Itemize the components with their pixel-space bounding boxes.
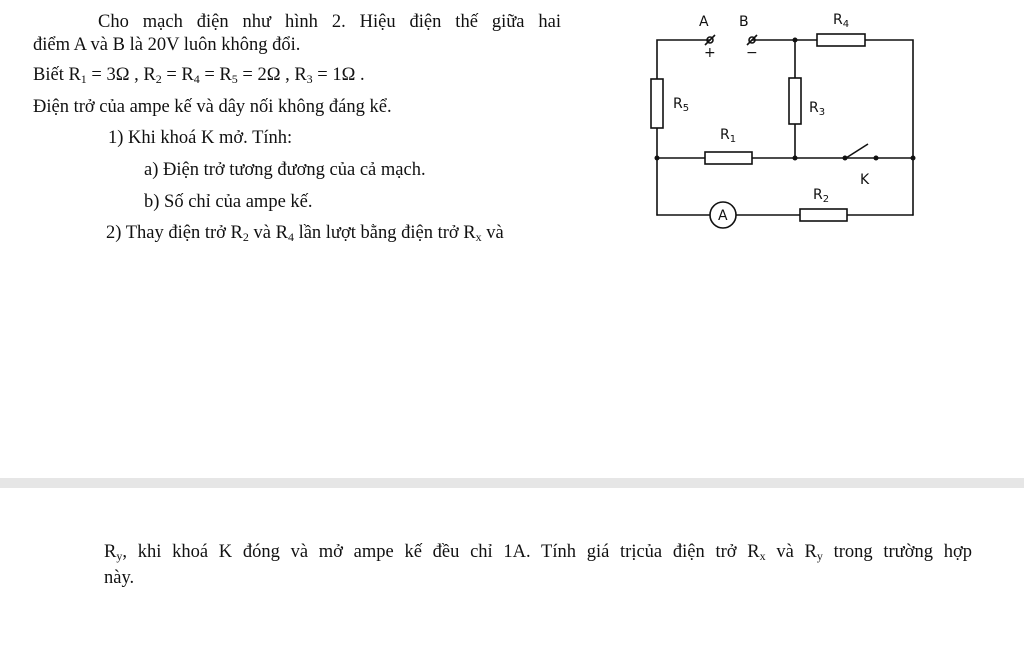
switch-k-label: K bbox=[860, 172, 870, 188]
switch-k-blade bbox=[846, 144, 868, 158]
part-1-heading: 1) Khi khoá K mở. Tính: bbox=[108, 128, 293, 148]
wire-left-top bbox=[657, 40, 710, 79]
r3-label: $R_3$ bbox=[809, 100, 826, 118]
part-1b: b) Số chỉ của ampe kế. bbox=[144, 192, 313, 212]
r1-label: $R_1$ bbox=[720, 127, 737, 145]
intro-line-1: Cho mạch điện như hình 2. Hiệu điện thế giữa hai bbox=[98, 12, 561, 32]
document-page-bottom bbox=[0, 488, 1024, 648]
part-1a: a) Điện trở tương đương của cả mạch. bbox=[144, 160, 426, 180]
ammeter-note: Điện trở của ampe kế và dây nối không đáng kể. bbox=[33, 97, 392, 117]
resistor-r2 bbox=[800, 209, 847, 221]
continued-line-1: $R_y$, khi khoá K đóng và mở ampe kế đều chỉ 1A. Tính giá trịcủa điện trở $R_x$ và $R_y$ trong trường hợp bbox=[104, 542, 972, 563]
resistor-r4 bbox=[817, 34, 865, 46]
terminal-b-label: B bbox=[739, 14, 749, 30]
terminal-a-label: A bbox=[699, 14, 709, 30]
terminal-a-plus: + bbox=[704, 45, 716, 61]
r4-label: $R_4$ bbox=[833, 12, 850, 30]
r5-label: $R_5$ bbox=[673, 96, 690, 114]
given-values: Biết $R_1 = 3\Omega$ , $R_2 = R_4 = R_5 = 2\Omega$ , $R_3 = 1\Omega$ . bbox=[33, 65, 365, 86]
r2-label: $R_2$ bbox=[813, 187, 830, 205]
resistor-r3 bbox=[789, 78, 801, 124]
part-2-line-1: 2) Thay điện trở $R_2$ và $R_4$ lần lượt bằng điện trở $R_x$ và bbox=[106, 223, 504, 244]
continued-line-2: này. bbox=[104, 568, 135, 588]
wire-r4-right bbox=[865, 40, 913, 215]
ammeter-label: A bbox=[718, 208, 728, 224]
resistor-r1 bbox=[705, 152, 752, 164]
intro-line-2: điểm A và B là 20V luôn không đổi. bbox=[33, 35, 301, 55]
circuit-diagram bbox=[640, 6, 970, 246]
resistor-r5 bbox=[651, 79, 663, 128]
page-separator bbox=[0, 478, 1024, 488]
terminal-b-minus: − bbox=[746, 45, 758, 61]
